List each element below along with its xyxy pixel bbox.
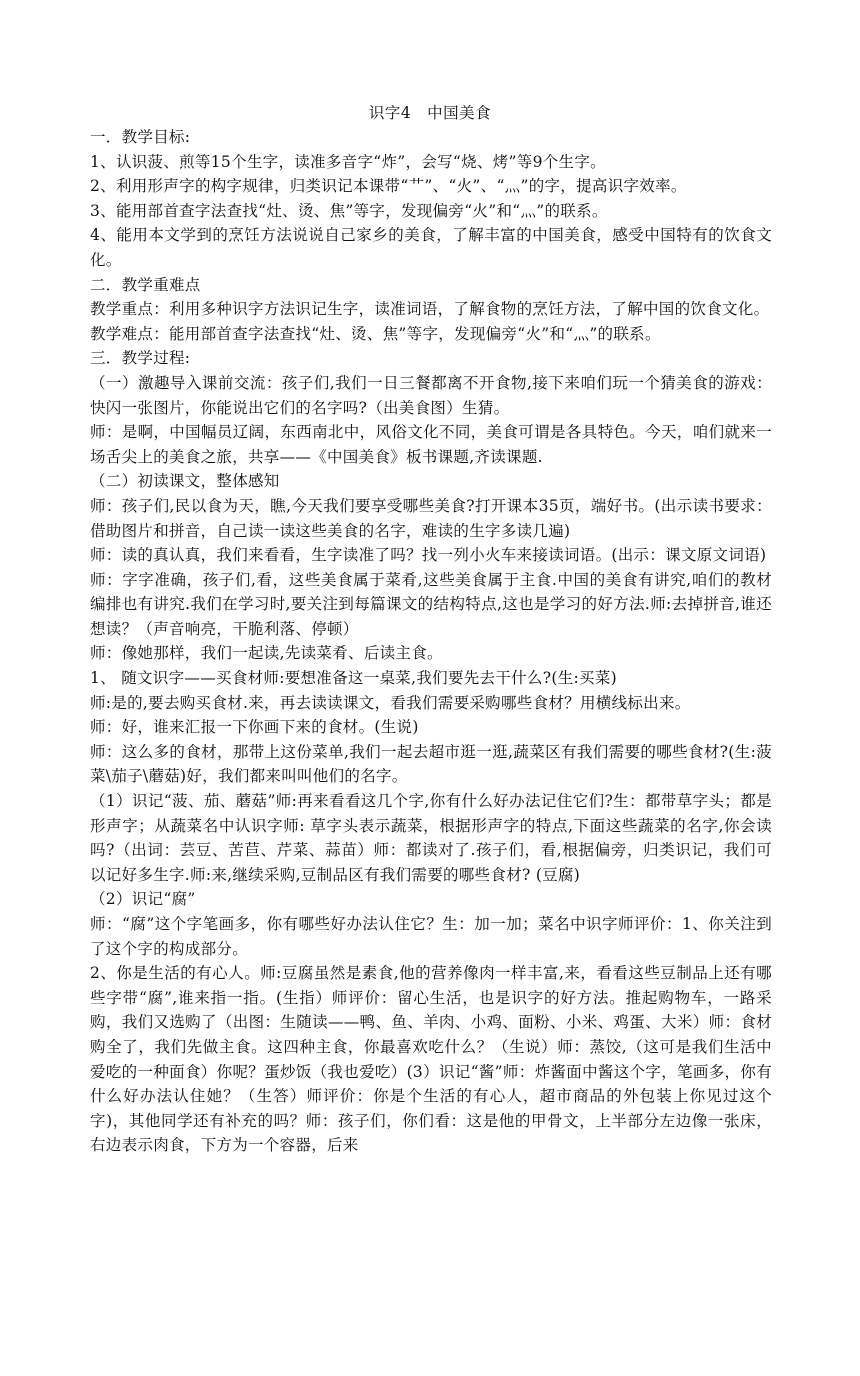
process-paragraph: 师：是啊，中国幅员辽阔，东西南北中，风俗文化不同，美食可谓是各具特色。今天，咱们就来一场舌尖上的美食之旅，共享——《中国美食》板书课题,齐读课题. [90,423,772,466]
process-paragraph: 1、 随文识字——买食材师:要想准备这一桌菜,我们要先去干什么?(生:买菜) [90,669,617,688]
difficult-point-paragraph: 教学难点：能用部首查字法查找“灶、烫、焦”等字，发现偏旁“火”和“灬”的联系。 [90,324,661,343]
process-paragraph: 师：读的真认真，我们来看看，生字读准了吗？找一列小火车来接读词语。(出示：课文原文词语) [90,546,767,565]
objective-1: 1、认识菠、煎等15个生字，读准多音字“炸”，会写“烧、烤”等9个生字。 [90,152,606,171]
section-heading-key-points: 二．教学重难点 [90,275,201,294]
objective-2: 2、利用形声字的构字规律，归类识记本课带“艹”、“火”、“灬”的字，提高识字效率。 [90,177,687,196]
process-paragraph: 师：“腐”这个字笔画多，你有哪些好办法认住它？生：加一加；菜名中识字师评价：1、你关注到了这个字的构成部分。 [90,915,772,958]
process-subheading: （2）识记“腐” [90,890,196,909]
document-body [90,125,772,1158]
objective-3: 3、能用部首查字法查找“灶、烫、焦”等字，发现偏旁“火”和“灬”的联系。 [90,201,608,220]
process-subheading: （二）初读课文，整体感知 [90,472,280,491]
process-paragraph: 师:是的,要去购买食材.来，再去读读课文，看我们需要采购哪些食材？用横线标出来。 [90,693,691,712]
key-point-paragraph: 教学重点：利用多种识字方法识记生字，读准词语，了解食物的烹饪方法，了解中国的饮食文化。 [90,300,770,319]
process-paragraph: （一）激趣导入课前交流：孩子们,我们一日三餐都离不开食物,接下来咱们玩一个猜美食的游戏：快闪一张图片，你能说出它们的名字吗?（出美食图）生猜。 [90,373,772,417]
document-title: 识字4 中国美食 [368,104,492,122]
process-paragraph: 2、你是生活的有心人。师:豆腐虽然是素食,他的营养像肉一样丰富,来，看看这些豆制品上还有哪些字带“腐”,谁来指一指。(生指）师评价：留心生活，也是识字的好方法。推起购物车，一路采购，我们又选购了（出图：生随读——鸭、鱼、羊肉、小鸡、面粉、小米、鸡蛋、大米）师：食材购全了，我们先做主食。这四种主食，你最喜欢吃什么？（生说）师：蒸饺,（这可是我们生活中爱吃的一种面食）你呢？蛋炒饭（我也爱吃）(3）识记“酱”师：炸酱面中酱这个字，笔画多，你有什么好办法认住她？（生答）师评价：你是个生活的有心人，超市商品的外包装上你见过这个字)，其他同学还有补充的吗？师：孩子们，你们看：这是他的甲骨文，上半部分左边像一张床，右边表示肉食，下方为一个容器，后来 [90,964,772,1155]
process-paragraph: 师：这么多的食材，那带上这份菜单,我们一起去超市逛一逛,蔬菜区有我们需要的哪些食材?(生:菠菜\茄子\蘑菇)好，我们都来叫叫他们的名字。 [90,742,772,786]
process-paragraph: 师：孩子们,民以食为天，瞧,今天我们要享受哪些美食?打开课本35页，端好书。(出示读书要求：借助图片和拼音，自己读一读这些美食的名字，难读的生字多读几遍) [90,496,772,540]
process-paragraph: 师：字字准确，孩子们,看，这些美食属于菜肴,这些美食属于主食.中国的美食有讲究,咱们的教材编排也有讲究.我们在学习时,要关注到每篇课文的结构特点,这也是学习的好方法.师:去掉拼音,谁还想读？（声音响亮，干脆利落、停顿） [90,570,772,638]
process-paragraph: （1）识记“菠、茄、蘑菇”师:再来看看这几个字,你有什么好办法记住它们?生：都带草字头；都是形声字；从蔬菜名中认识字师: 草字头表示蔬菜，根据形声字的特点,下面这些蔬菜的名字,你会读吗?（出词：芸豆、苦苣、芹菜、蒜苗）师：都读对了.孩子们，看,根据偏旁，归类识记，我们可以记好多生字.师:来,继续采购,豆制品区有我们需要的哪些食材? (豆腐) [90,792,772,884]
process-paragraph: 师：像她那样，我们一起读,先读菜肴、后读主食。 [90,644,443,663]
section-heading-objectives: 一．教学目标: [90,128,191,146]
section-heading-process: 三．教学过程: [90,349,191,368]
objective-4: 4、能用本文学到的烹饪方法说说自己家乡的美食，了解丰富的中国美食，感受中国特有的饮食文化。 [90,226,772,269]
process-paragraph: 师：好，谁来汇报一下你画下来的食材。(生说) [90,718,419,737]
